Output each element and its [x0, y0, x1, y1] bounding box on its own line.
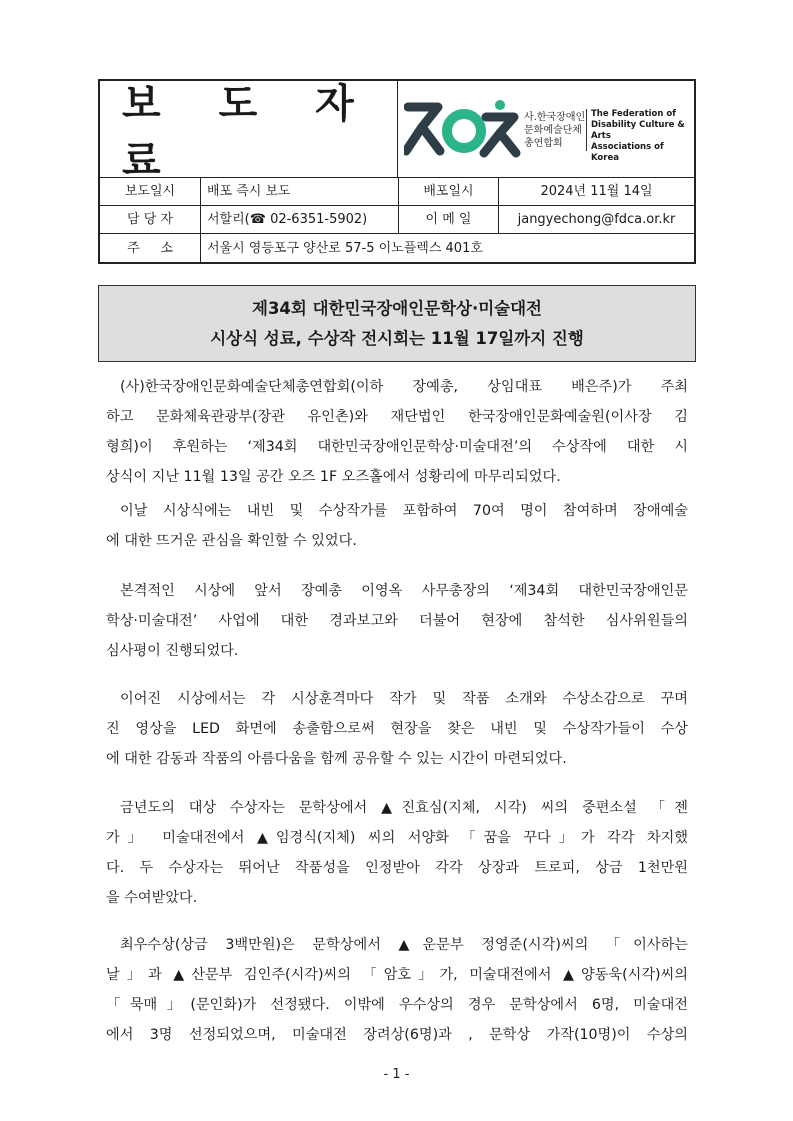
- page-title: 보 도 자 료: [122, 81, 376, 184]
- address-label: 주 소: [127, 241, 173, 256]
- logo-divider: [586, 109, 587, 151]
- email-value: jangyechong@fdca.or.kr: [498, 206, 694, 233]
- contact-value: 서할리(☎ 02-6351-5902): [200, 206, 398, 233]
- email-label: 이 메 일: [398, 206, 498, 233]
- logo-korean-name: 사.한국장애인 문화예술단체 총연합회: [524, 112, 586, 149]
- info-row-contact: [100, 205, 694, 233]
- page-number: - 1 -: [383, 1067, 410, 1082]
- paragraph-2: 이날 시상식에는 내빈 및 수상작가를 포함하여 70여 명이 참여하며 장애예술 에 대한 뜨거운 관심을 확인할 수 있었다.: [106, 503, 688, 549]
- title-cell: [100, 81, 398, 184]
- release-label: 보도일시: [124, 184, 176, 199]
- paragraph-4: 이어진 시상에서는 각 시상훈격마다 작가 및 작품 소개와 수상소감으로 꾸며 진 영상을 LED 화면에 송출함으로써 현장을 찾은 내빈 및 수상작가들이 수상 에 대한 감동과 작품의 아름다움을 함께 공유할 수 있는 시간이 마련되었다.: [106, 691, 688, 767]
- dist-value: 2024년 11월 14일: [498, 178, 694, 205]
- release-value: 배포 즉시 보도: [200, 178, 398, 205]
- paragraph-3: 본격적인 시상에 앞서 장예총 이영옥 사무총장의 ‘제34회 대한민국장애인문 학상·미술대전’ 사업에 대한 경과보고와 더불어 현장에 참석한 심사위원들의 심사평이 진행되었다.: [106, 583, 688, 659]
- dist-label: 배포일시: [398, 178, 498, 205]
- press-release-header-table: [98, 79, 696, 264]
- logo-mark-icon: [404, 99, 522, 161]
- address-value: 서울시 영등포구 양산로 57-5 이노플렉스 401호: [200, 234, 694, 264]
- organization-logo: [398, 81, 694, 177]
- contact-label: 담 당 자: [127, 212, 173, 227]
- headline-box: [98, 285, 696, 362]
- info-row-address: [100, 233, 694, 264]
- paragraph-5: 금년도의 대상 수상자는 문학상에서 ▲진효심(지체, 시각) 씨의 중편소설 「젠 가」 미술대전에서 ▲임경식(지체) 씨의 서양화 「꿈을 꾸다」가 각각 차지했 다. 두 수상자는 뛰어난 작품성을 인정받아 각각 상장과 트로피, 상금 1천만원 을 수여받았다.: [106, 800, 688, 906]
- paragraph-6: 최우수상(상금 3백만원)은 문학상에서 ▲운문부 정영준(시각)씨의 「이사하는 날」과 ▲산문부 김인주(시각)씨의 「암호」가, 미술대전에서 ▲양동욱(시각)씨의 「묵매」(문인화)가 선정됐다. 이밖에 우수상의 경우 문학상에서 6명, 미술대전 에서 3명 선정되었으며, 미술대전 장려상(6명)과 , 문학상 가작(10명)이 수상의: [106, 937, 688, 1043]
- headline-line-2: 시상식 성료, 수상작 전시회는 11월 17일까지 진행: [210, 328, 584, 348]
- logo-english-name: The Federation of Disability Culture & Arts Associations of Korea: [591, 109, 685, 163]
- paragraph-1: (사)한국장애인문화예술단체총연합회(이하 장예총, 상임대표 배은주)가 주최 하고 문화체육관광부(장관 유인촌)와 재단법인 한국장애인문화예술원(이사장 김 형희)이 후원하는 ‘제34회 대한민국장애인문학상·미술대전’의 수상작에 대한 시 상식이 지난 11월 13일 공간 오즈 1F 오즈홀에서 성황리에 마무리되었다.: [106, 379, 688, 485]
- info-row-release: [100, 177, 694, 205]
- headline-line-1: 제34회 대한민국장애인문학상·미술대전: [252, 298, 542, 318]
